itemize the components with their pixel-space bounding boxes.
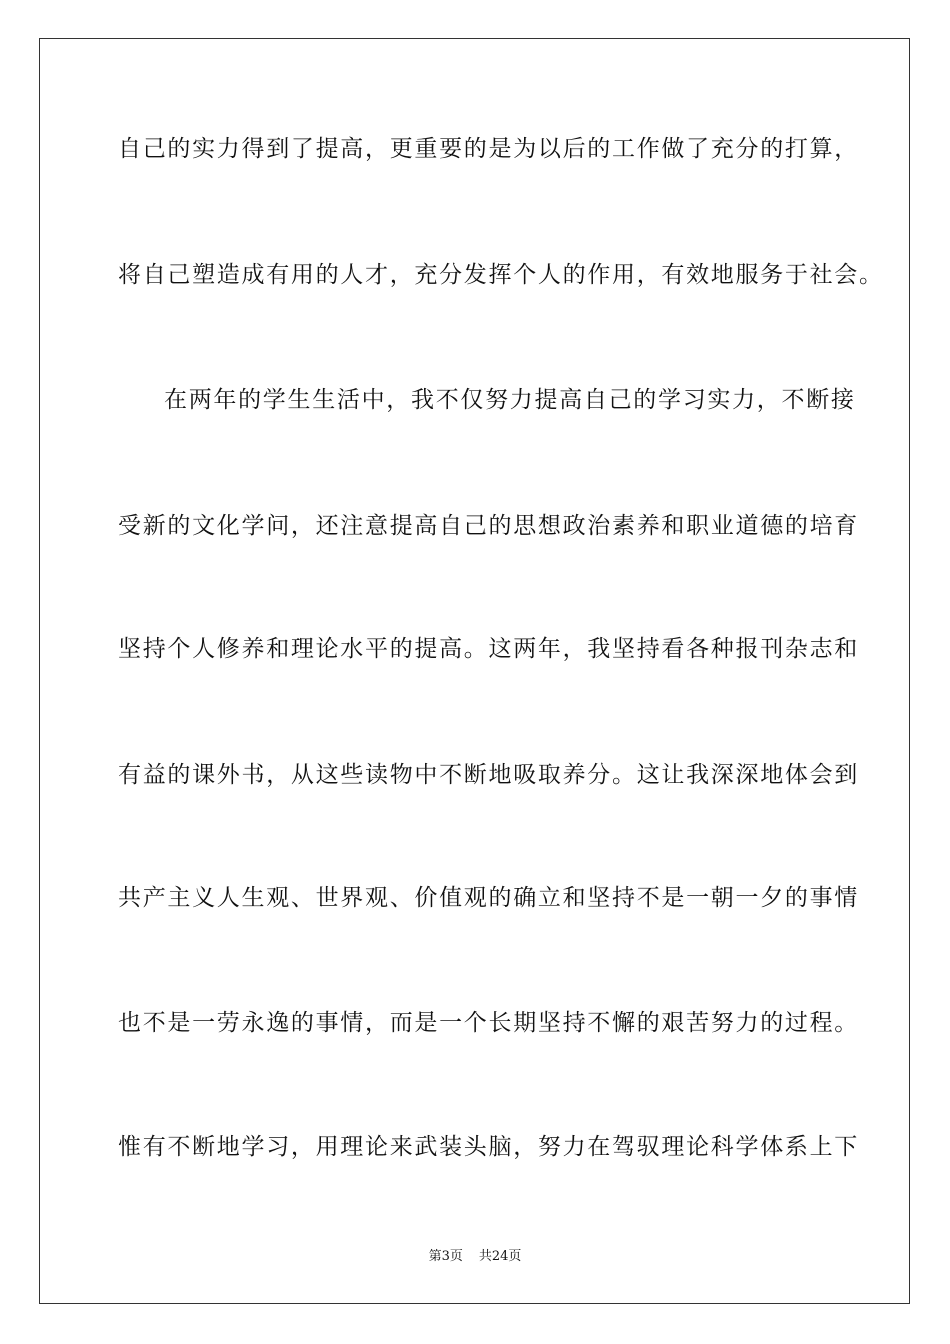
page-footer: [0, 1248, 950, 1266]
page-number: 第3页: [428, 1249, 463, 1264]
body-text-line: 有益的课外书，从这些读物中不断地吸取养分。这让我深深地体会到: [118, 762, 859, 788]
body-text-line: 自己的实力得到了提高，更重要的是为以后的工作做了充分的打算，: [118, 136, 859, 162]
body-text-line: 惟有不断地学习，用理论来武装头脑，努力在驾驭理论科学体系上下: [118, 1134, 859, 1160]
page-frame: [39, 38, 910, 1304]
paragraph-start-line: 在两年的学生生活中，我不仅努力提高自己的学习实力，不断接: [164, 387, 856, 413]
total-pages: 共24页: [478, 1249, 522, 1264]
body-text-line: 将自己塑造成有用的人才，充分发挥个人的作用，有效地服务于社会。: [118, 262, 884, 288]
body-text-line: 也不是一劳永逸的事情，而是一个长期坚持不懈的艰苦努力的过程。: [118, 1010, 859, 1036]
body-text-line: 共产主义人生观、世界观、价值观的确立和坚持不是一朝一夕的事情: [118, 885, 859, 911]
body-text-line: 坚持个人修养和理论水平的提高。这两年，我坚持看各种报刊杂志和: [118, 636, 859, 662]
body-text-line: 受新的文化学问，还注意提高自己的思想政治素养和职业道德的培育: [118, 513, 859, 539]
